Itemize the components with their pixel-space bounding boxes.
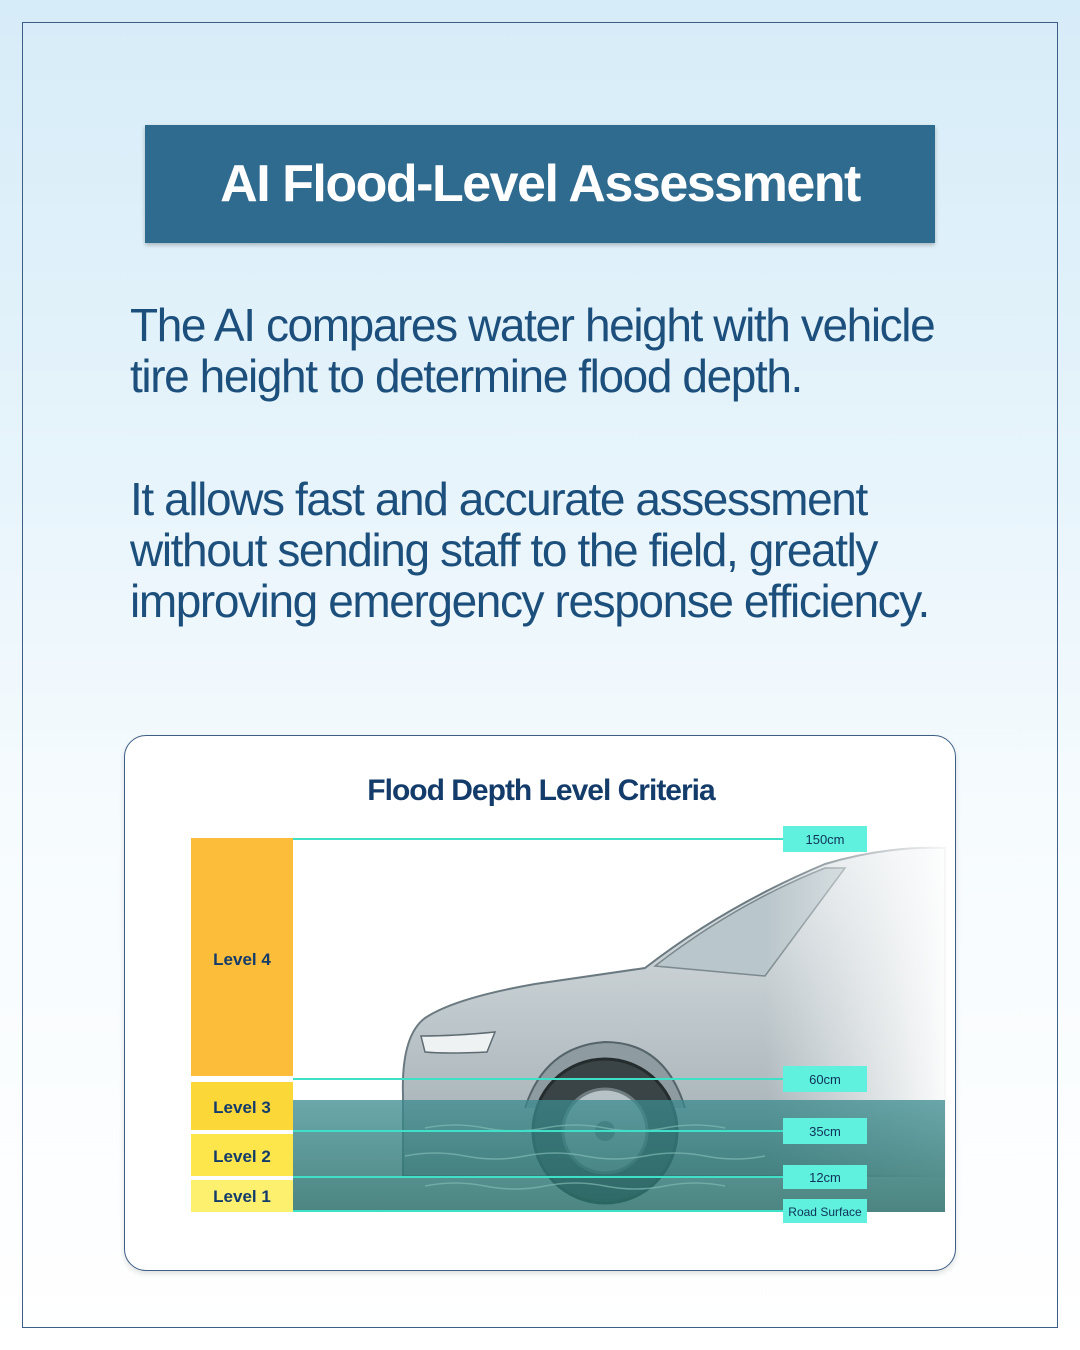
benefit-paragraph: It allows fast and accurate assessment without sending staff to the field, greatly improving emergency response efficiency.	[130, 473, 929, 627]
page-title: AI Flood-Level Assessment	[220, 155, 860, 213]
flood-criteria-card	[124, 735, 956, 1271]
tag-12cm-label: 12cm	[809, 1170, 841, 1185]
tag-150cm-label: 150cm	[805, 832, 845, 847]
level-4-label: Level 4	[213, 950, 271, 969]
intro-paragraph: The AI compares water height with vehicle tire height to determine flood depth.	[130, 299, 935, 402]
tag-35cm-label: 35cm	[809, 1124, 841, 1139]
level-2-label: Level 2	[213, 1147, 271, 1166]
car-headlight	[421, 1032, 495, 1053]
level-3-label: Level 3	[213, 1098, 271, 1117]
tag-road-surface-label: Road Surface	[788, 1205, 862, 1219]
floodwater	[293, 1100, 945, 1212]
level-1-label: Level 1	[213, 1187, 271, 1206]
title-banner	[145, 125, 935, 243]
tag-60cm-label: 60cm	[809, 1072, 841, 1087]
diagram-title: Flood Depth Level Criteria	[367, 774, 715, 807]
flood-depth-diagram	[125, 736, 956, 1271]
